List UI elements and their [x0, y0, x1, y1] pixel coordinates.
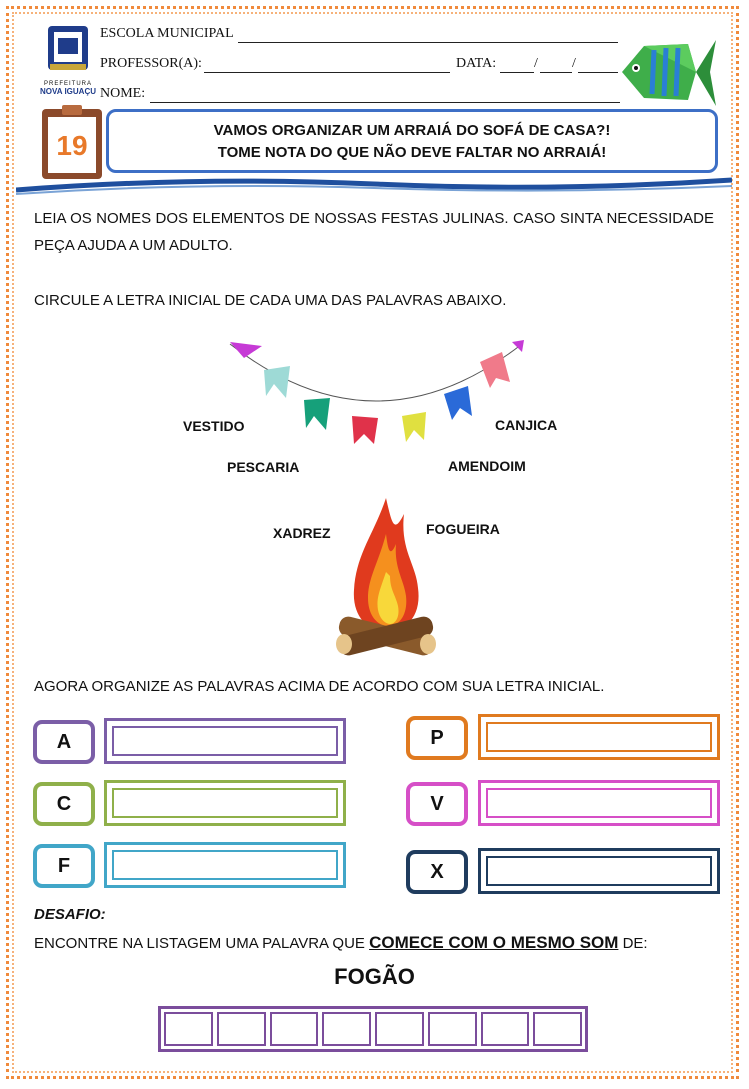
answer-x-field[interactable] — [478, 848, 720, 894]
name-line[interactable] — [150, 102, 620, 103]
title-line-1: VAMOS ORGANIZAR UM ARRAIÁ DO SOFÁ DE CASA?! — [213, 122, 611, 139]
date-label: DATA: — [456, 56, 497, 71]
word-vestido[interactable]: VESTIDO — [183, 418, 245, 434]
letter-cell[interactable] — [428, 1012, 477, 1046]
title-line-2: TOME NOTA DO QUE NÃO DEVE FALTAR NO ARRAIÁ! — [217, 144, 607, 161]
letter-x-box — [406, 850, 468, 894]
word-pescaria[interactable]: PESCARIA — [227, 459, 300, 475]
letter-cell[interactable] — [217, 1012, 266, 1046]
letter-grid — [158, 1006, 588, 1052]
word-canjica[interactable]: CANJICA — [495, 417, 558, 433]
letter-cell[interactable] — [270, 1012, 319, 1046]
letter-p: P — [430, 726, 444, 749]
challenge-text-emphasis: COMECE COM O MESMO SOM — [369, 933, 619, 952]
letter-c-box — [33, 782, 95, 826]
answer-c-field[interactable] — [104, 780, 346, 826]
word-fogueira[interactable]: FOGUEIRA — [426, 521, 500, 537]
challenge-word: FOGÃO — [334, 964, 415, 989]
letter-cell[interactable] — [322, 1012, 371, 1046]
instruction-organize: AGORA ORGANIZE AS PALAVRAS ACIMA DE ACORDO COM SUA LETRA INICIAL. — [34, 678, 605, 695]
letter-cell[interactable] — [164, 1012, 213, 1046]
letter-v: V — [430, 792, 444, 815]
activity-number: 19 — [56, 130, 88, 161]
logo-caption-top: PREFEITURA — [43, 81, 92, 87]
title-box — [106, 109, 718, 173]
word-xadrez[interactable]: XADREZ — [273, 525, 331, 541]
answer-a-field[interactable] — [104, 718, 346, 764]
letter-f-box — [33, 844, 95, 888]
school-line[interactable] — [238, 42, 618, 43]
letter-cell[interactable] — [375, 1012, 424, 1046]
challenge-text-before: ENCONTRE NA LISTAGEM UMA PALAVRA QUE — [34, 935, 370, 952]
challenge-heading: DESAFIO: — [34, 906, 106, 923]
fish-icon — [618, 36, 718, 108]
challenge-text — [34, 933, 648, 953]
letter-f: F — [57, 854, 71, 877]
date-year-line[interactable] — [578, 72, 618, 73]
header-divider — [16, 174, 732, 196]
coat-of-arms-icon — [40, 24, 96, 76]
teacher-label: PROFESSOR(A): — [100, 56, 202, 71]
instruction-read: LEIA OS NOMES DOS ELEMENTOS DE NOSSAS FESTAS JULINAS. CASO SINTA NECESSIDADE PEÇA AJUDA A UM ADULTO. — [34, 210, 714, 254]
bonfire-icon — [334, 494, 438, 664]
school-label: ESCOLA MUNICIPAL — [100, 26, 234, 41]
date-sep-2: / — [572, 56, 576, 71]
date-month-line[interactable] — [540, 72, 572, 73]
answer-v-field[interactable] — [478, 780, 720, 826]
answer-p-field[interactable] — [478, 714, 720, 760]
word-amendoim[interactable]: AMENDOIM — [448, 458, 526, 474]
challenge-text-after: DE: — [618, 935, 648, 952]
letter-c: C — [56, 792, 72, 815]
letter-x: X — [430, 860, 444, 883]
city-logo — [40, 24, 96, 96]
letter-cell[interactable] — [533, 1012, 582, 1046]
date-sep-1: / — [534, 56, 538, 71]
answer-f-field[interactable] — [104, 842, 346, 888]
letter-p-box — [406, 716, 468, 760]
logo-caption-bottom: NOVA IGUAÇU — [40, 87, 96, 96]
letter-cell[interactable] — [481, 1012, 530, 1046]
bunting-icon — [226, 338, 526, 446]
letter-a: A — [56, 730, 72, 753]
date-day-line[interactable] — [500, 72, 534, 73]
name-label: NOME: — [100, 86, 146, 101]
letter-v-box — [406, 782, 468, 826]
instruction-circle: CIRCULE A LETRA INICIAL DE CADA UMA DAS PALAVRAS ABAIXO. — [34, 292, 507, 309]
teacher-line[interactable] — [204, 72, 450, 73]
letter-a-box — [33, 720, 95, 764]
